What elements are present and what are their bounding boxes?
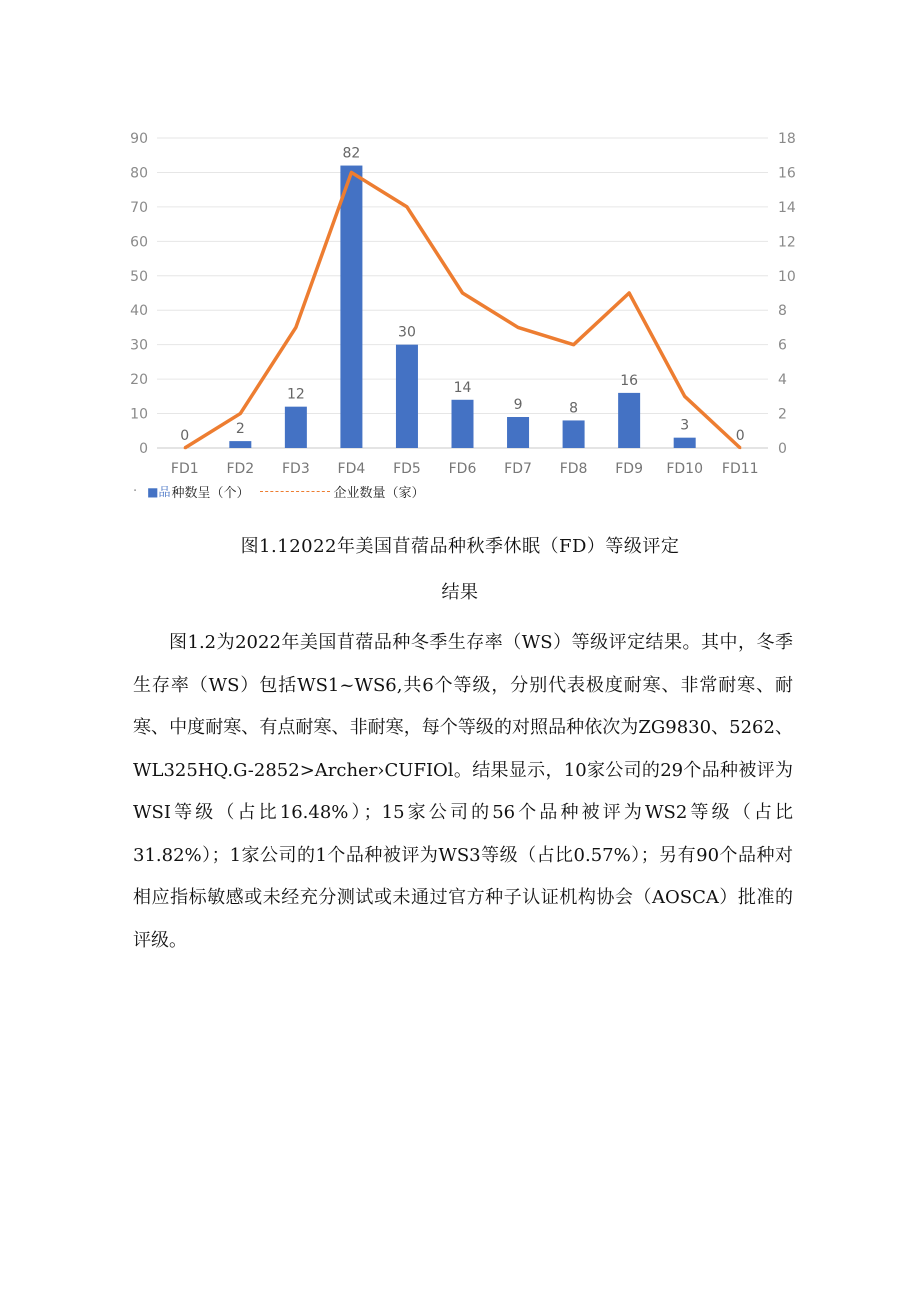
- category-label: FD7: [504, 461, 532, 477]
- bar: [285, 407, 307, 448]
- bar: [396, 345, 418, 448]
- category-label: FD9: [615, 461, 644, 477]
- line-point: [406, 206, 408, 208]
- bar-value-label: 14: [453, 379, 472, 396]
- category-label: FD6: [448, 461, 477, 477]
- left-tick-label: 80: [130, 165, 148, 182]
- line-point: [628, 292, 630, 294]
- category-label: FD3: [281, 461, 310, 477]
- line-point: [239, 412, 241, 414]
- figure-caption-line2: 结果: [441, 582, 479, 603]
- legend-bar-label: 种数呈（个）: [171, 486, 250, 501]
- category-label: FD8: [559, 461, 588, 477]
- legend-bullet: ·: [133, 484, 138, 499]
- left-tick-label: 70: [130, 199, 148, 216]
- category-label: FD4: [337, 461, 366, 477]
- category-axis-labels: [171, 461, 759, 477]
- legend-bar-icon: ■品: [147, 485, 171, 499]
- variety-count-bars: [229, 166, 695, 448]
- left-tick-label: 10: [130, 406, 148, 423]
- legend-line-label: 企业数量（家）: [333, 486, 425, 501]
- bar-value-label: 30: [398, 324, 416, 341]
- figure-caption-line1: 图1.12022年美国苜蓿品种秋季休眠（FD）等级评定: [240, 536, 680, 557]
- legend-line-swatch: [260, 491, 330, 492]
- line-point: [295, 326, 297, 328]
- paragraph-text: 图1.2为2022年美国苜蓿品种冬季生存率（WS）等级评定结果。其中，冬季生存率（WS）包括WS1~WS6,共6个等级，分别代表极度耐寒、非常耐寒、耐寒、中度耐寒、有点耐寒、非耐寒，每个等级的对照品种依次为ZG9830、5262、WL325HQ.G-2852>Archer›CUFIOl。结果显示，10家公司的29个品种被评为WSI等级（占比16.48%）；15家公司的56个品种被评为WS2等级（占比31.82%）；1家公司的1个品种被评为WS3等级（占比0.57%）；另有90个品种对相应指标敏感或未经充分测试或未通过官方种子认证机构协会（AOSCA）批准的评级。: [133, 632, 793, 951]
- line-point: [683, 395, 685, 397]
- category-label: FD10: [666, 461, 704, 477]
- bar: [229, 441, 251, 448]
- left-tick-label: 30: [130, 337, 148, 354]
- bar-value-label: 3: [680, 417, 690, 434]
- line-point: [572, 343, 574, 345]
- bar-value-label: 12: [286, 386, 305, 403]
- left-tick-label: 50: [130, 268, 148, 285]
- right-tick-label: 16: [778, 165, 796, 182]
- bar-value-label: 82: [342, 145, 361, 162]
- category-label: FD11: [721, 461, 759, 477]
- bar: [618, 393, 640, 448]
- chart-legend: [133, 482, 425, 501]
- bar: [563, 420, 585, 448]
- right-tick-label: 2: [778, 406, 787, 423]
- line-point: [461, 292, 463, 294]
- right-tick-label: 8: [778, 303, 787, 320]
- bar-value-label: 0: [735, 428, 745, 444]
- bar-value-label: 2: [235, 421, 245, 438]
- body-paragraph: [133, 622, 793, 962]
- bar-value-label: 9: [513, 397, 523, 413]
- right-tick-label: 14: [778, 199, 796, 216]
- right-tick-label: 12: [778, 234, 796, 251]
- left-tick-label: 90: [130, 131, 148, 147]
- bar-value-label: 16: [620, 372, 639, 389]
- left-tick-label: 40: [130, 303, 148, 320]
- left-tick-label: 60: [130, 234, 148, 251]
- line-point: [350, 171, 352, 173]
- left-tick-label: 20: [130, 372, 148, 389]
- left-tick-label: 0: [139, 441, 148, 457]
- line-point: [517, 326, 519, 328]
- right-axis-ticks: [778, 131, 796, 457]
- bar: [340, 166, 362, 448]
- category-label: FD5: [393, 461, 421, 477]
- bar: [674, 438, 696, 448]
- bar: [507, 417, 529, 448]
- right-tick-label: 4: [778, 372, 787, 389]
- category-label: FD2: [226, 461, 255, 477]
- bar-value-label: 8: [569, 400, 579, 417]
- line-point: [184, 447, 186, 449]
- category-label: FD1: [170, 461, 199, 477]
- left-axis-ticks: [130, 131, 148, 457]
- right-tick-label: 10: [778, 268, 796, 285]
- line-point: [739, 447, 741, 449]
- fd-grade-chart: [0, 0, 920, 480]
- right-tick-label: 18: [778, 131, 796, 147]
- bar-value-label: 0: [180, 428, 190, 444]
- bar: [452, 400, 474, 448]
- right-tick-label: 0: [778, 441, 787, 457]
- right-tick-label: 6: [778, 337, 787, 354]
